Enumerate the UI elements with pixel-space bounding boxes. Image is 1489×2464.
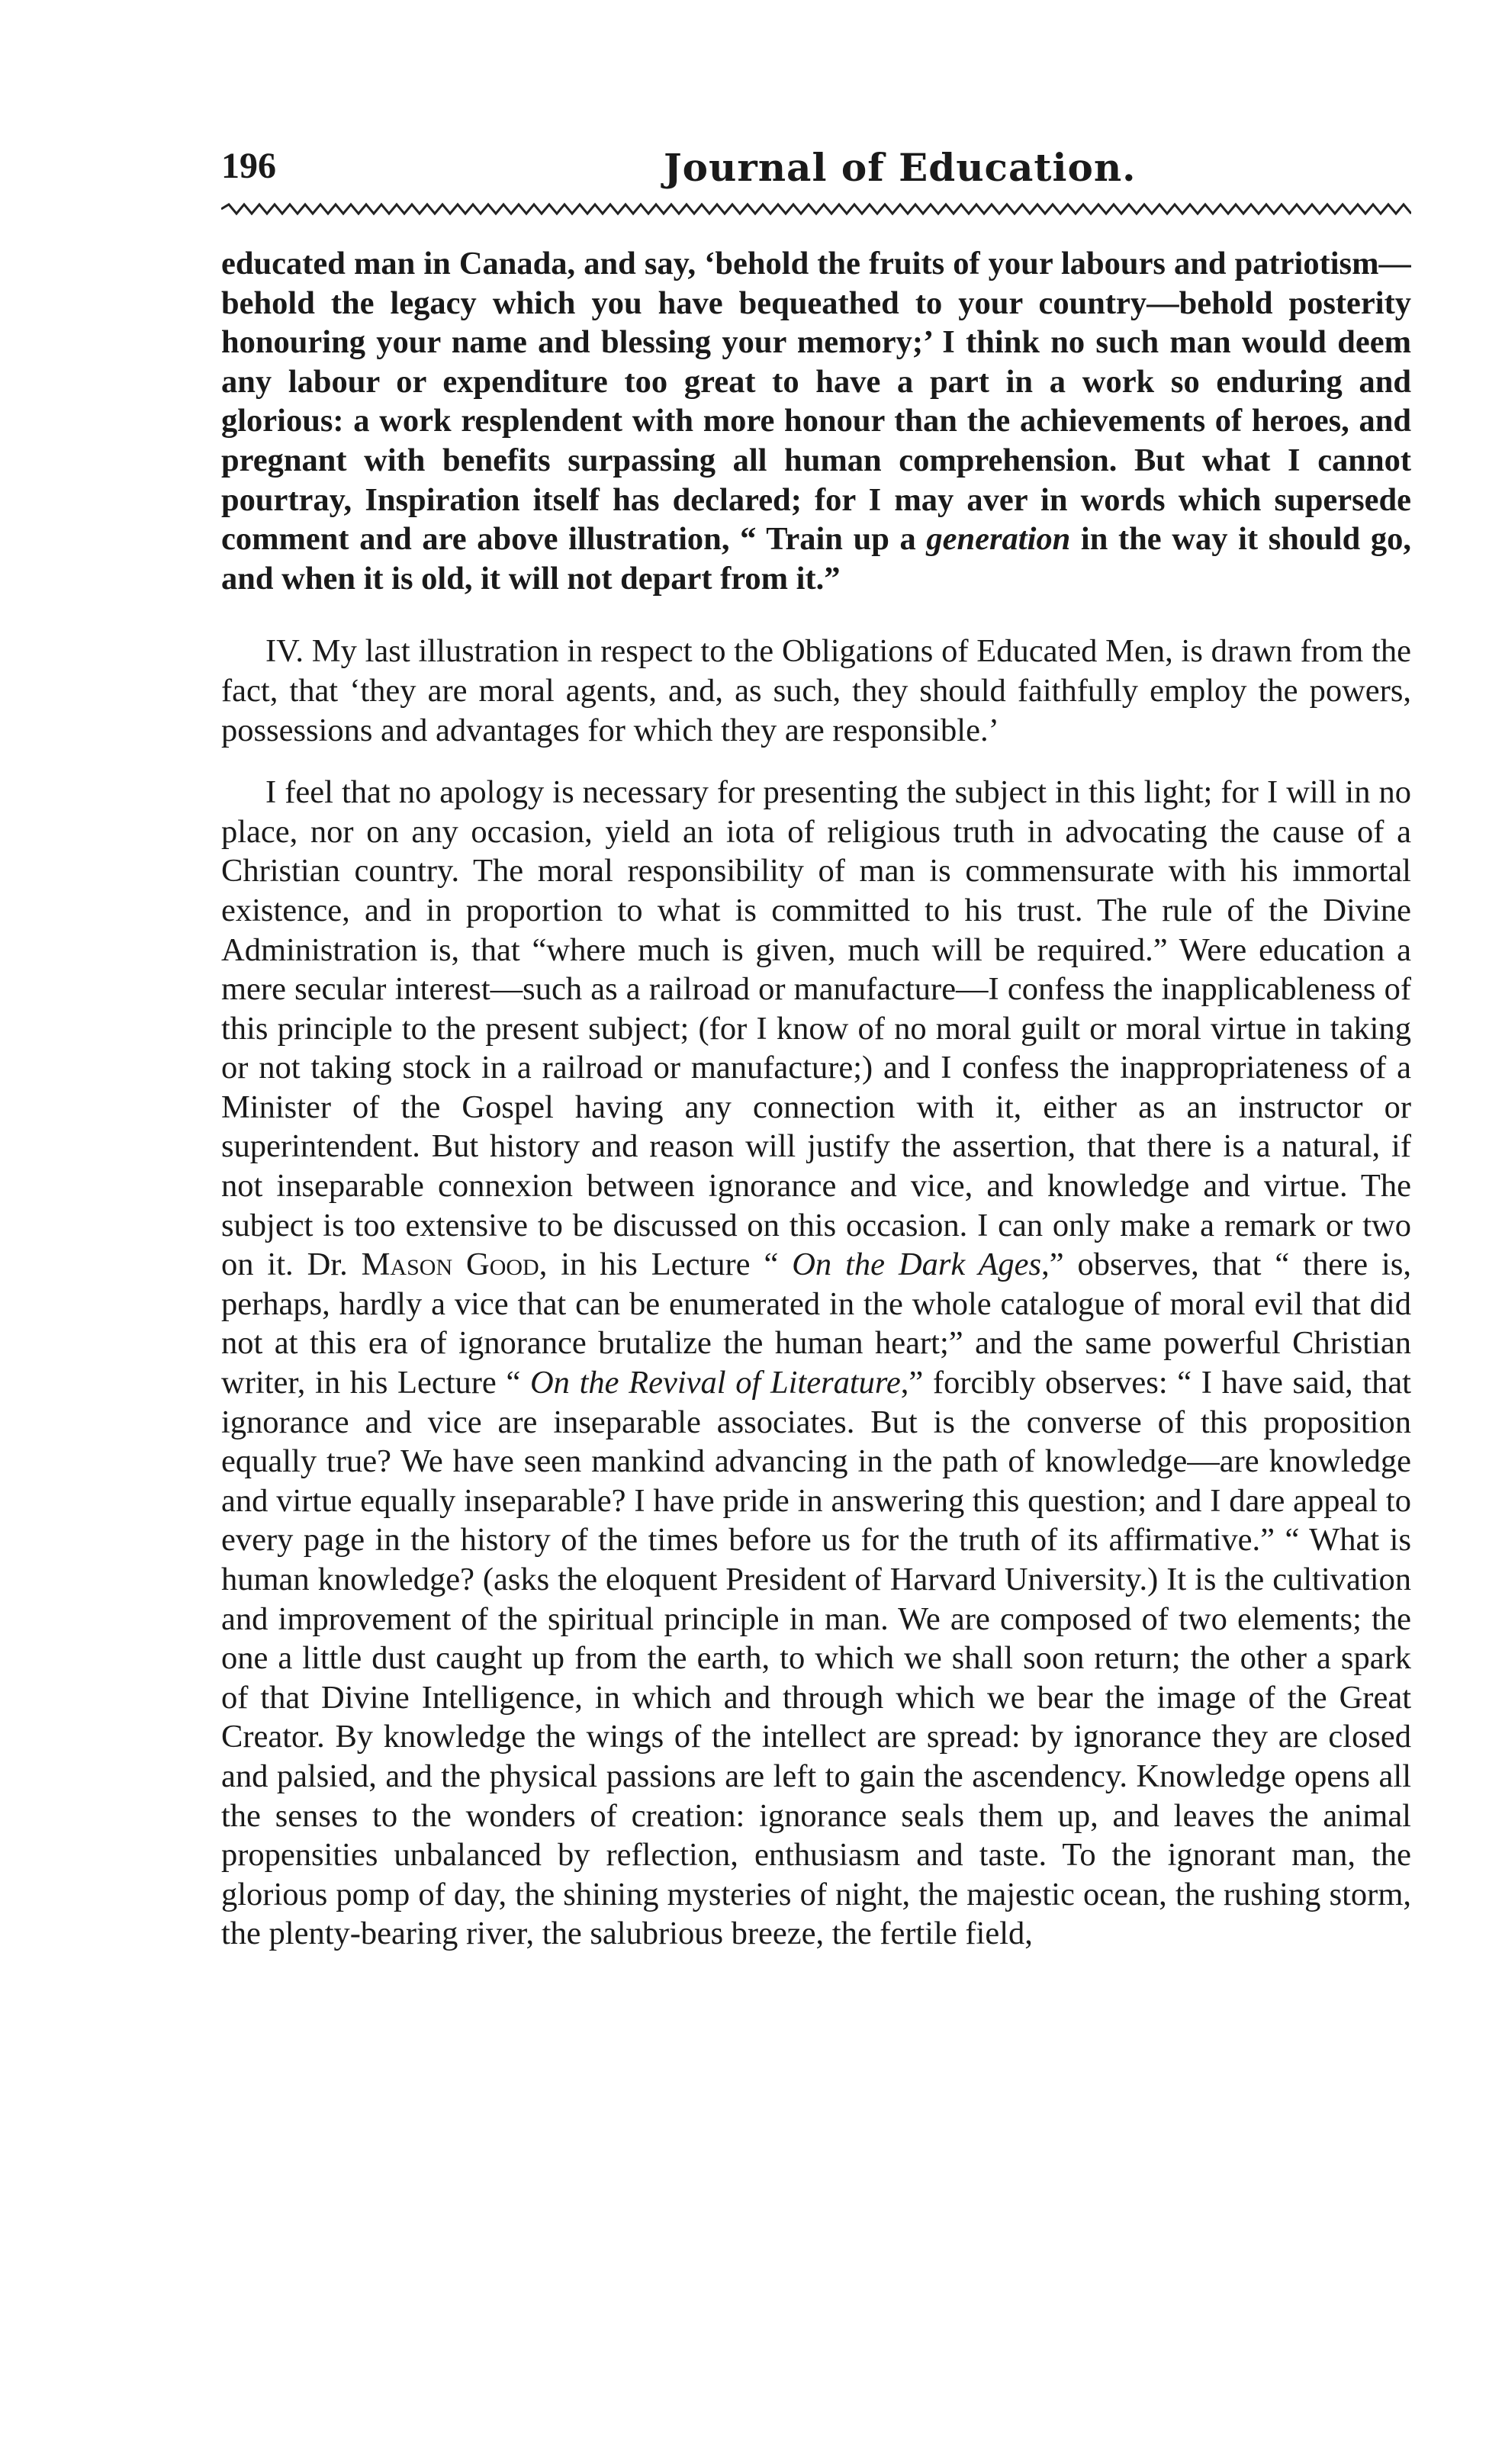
paragraph-responsibility [221, 773, 1411, 1954]
text-run: Mason Good [361, 1246, 539, 1283]
text-run: On the Revival of Literature [529, 1365, 901, 1401]
text-run: generation [926, 521, 1071, 558]
text-run: IV. My last illustration in respect to the Obligations of Educated Men, is drawn from the fact, that ‘they are moral agents, and, as such, they should faithfully employ the powers, possessions and advantages for which they are responsible.’ [221, 633, 1411, 748]
text-run: ,” forcibly observes: “ I have said, that ignorance and vice are inseparable associates. But is the converse of this proposition equally true? We have seen mankind advancing in the path of knowledge—are knowledge and virtue equally inseparable? I have pride in answering this question; and I dare appeal to every page in the history of the times before us for the truth of its affirmative.” “ What is human knowledge? (asks the eloquent President of Harvard University.) It is the cultivation and improvement of the spiritual principle in man. We are composed of two elements; the one a little dust caught up from the earth, to which we shall soon return; the other a spark of that Divine Intelligence, in which and through which we bear the image of the Great Creator. By knowledge the wings of the intellect are spread: by ignorance they are closed and palsied, and the physical passions are left to gain the ascendency. Knowledge opens all the senses to the wonders of creation: ignorance seals them up, and leaves the animal propensities unbalanced by reflection, enthusiasm and taste. To the ignorant man, the glorious pomp of day, the shining mysteries of night, the majestic ocean, the rushing storm, the plenty-bearing river, the salubrious breeze, the fertile field, [221, 1365, 1411, 1952]
running-title: Journal of Education. [664, 145, 1137, 190]
body-text [221, 244, 1411, 2426]
page-header [221, 145, 1411, 206]
paragraph-iv [221, 632, 1411, 750]
text-run: I feel that no apology is necessary for presenting the subject in this light; for I will in no place, nor on any occasion, yield an iota of religious truth in advocating the cause of a Christian country. The moral responsibility of man is commensurate with his immortal existence, and in proportion to what is committed to his trust. The rule of the Divine Administration is, that “where much is given, much will be required.” Were education a mere secular interest—such as a railroad or manufacture—I confess the inapplicableness of this principle to the present subject; (for I know of no moral guilt or moral virtue in taking or not taking stock in a railroad or manufacture;) and I confess the inappropriateness of a Minister of the Gospel having any connection with it, either as an instructor or superintendent. But history and reason will justify the assertion, that there is a natural, if not inseparable connexion between ignorance and vice, and knowledge and virtue. The subject is too extensive to be discussed on this occasion. I can only make a remark or two on it. Dr. [221, 774, 1411, 1283]
text-run: in the way it should go, and when it is old, it will not depart from it.” [221, 521, 1411, 597]
text-run: educated man in Canada, and say, ‘behold the fruits of your labours and patriotism—behold the legacy which you have bequeathed to your country—behold posterity honouring your name and blessing your memory;’ I think no such man would deem any labour or expenditure too great to have a part in a work so enduring and glorious: a work resplendent with more honour than the achievements of heroes, and pregnant with benefits surpassing all human comprehension. But what I cannot pourtray, Inspiration itself has declared; for I may aver in words which supersede comment and are above illustration, “ Train up a [221, 246, 1411, 558]
text-run: , in his Lecture “ [539, 1246, 793, 1283]
wavy-rule [221, 200, 1411, 218]
text-run: ,” observes, that “ there is, perhaps, hardly a vice that can be enumerated in the whole catalogue of moral evil that did not at this era of ignorance brutalize the human heart;” and the same powerful Christian writer, in his Lecture “ [221, 1246, 1411, 1401]
paragraph-continuation [221, 244, 1411, 598]
page-number: 196 [221, 146, 276, 186]
text-run: On the Dark Ages [792, 1246, 1042, 1283]
